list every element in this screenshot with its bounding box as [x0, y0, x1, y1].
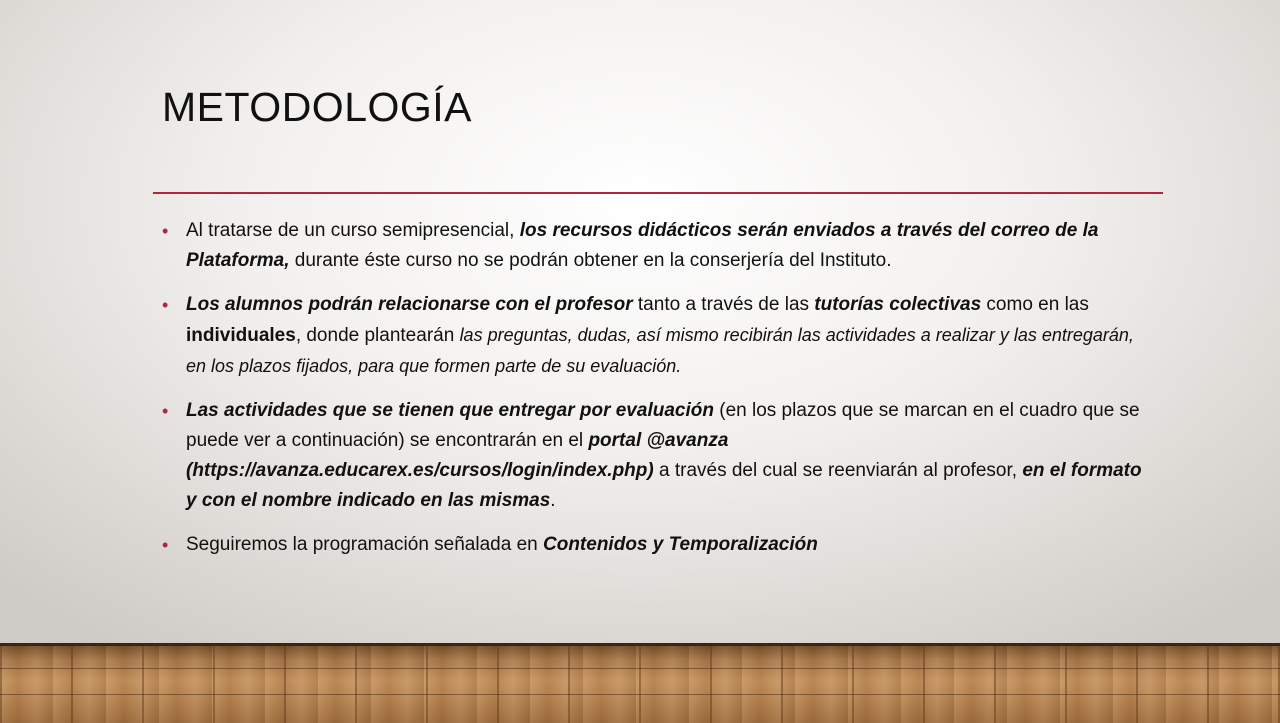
bullet-list — [162, 216, 1142, 574]
text-segment: (en los plazos que se marcan en el cuadro que se puede ver a continuación) se encontrarán en el — [186, 400, 1140, 451]
text-segment: Los alumnos podrán relacionarse con el profesor — [186, 294, 633, 315]
text-segment: los recursos didácticos serán enviados a través del correo de la Plataforma, — [186, 220, 1099, 271]
text-segment: individuales — [186, 325, 296, 346]
title-divider — [153, 192, 1163, 194]
text-segment: . — [550, 490, 556, 511]
text-segment: a través del cual se reenviarán al profesor, — [653, 460, 1023, 481]
text-segment: Contenidos y Temporalización — [543, 534, 818, 555]
bullet-item — [162, 396, 1142, 516]
bullet-item — [162, 216, 1142, 276]
wood-floor-decoration — [0, 643, 1280, 723]
bullet-marker-icon: • — [162, 221, 169, 241]
bullet-item — [162, 530, 1142, 560]
text-segment: las preguntas, dudas, así mismo recibirán las actividades a realizar y las entregarán, en los plazos fijados, para que formen parte de su evaluación. — [186, 325, 1134, 376]
text-segment: durante éste curso no se podrán obtener en la conserjería del Instituto. — [289, 250, 892, 271]
bullet-marker-icon: • — [162, 535, 169, 555]
text-segment: Seguiremos la programación señalada en — [186, 534, 543, 555]
text-segment: tutorías colectivas — [814, 294, 982, 315]
text-segment: como en las — [981, 294, 1089, 315]
portal-link-text: portal @avanza (https://avanza.educarex.es/cursos/login/index.php) — [186, 430, 729, 481]
text-segment: Las actividades que se tienen que entregar por evaluación — [186, 400, 714, 421]
floor-seam — [0, 694, 1280, 695]
text-segment: , donde plantearán — [295, 325, 460, 346]
text-segment: en el formato y con el nombre indicado en las mismas — [186, 460, 1142, 511]
slide-title: METODOLOGÍA — [162, 84, 473, 130]
text-segment: Al tratarse de un curso semipresencial, — [186, 220, 520, 241]
bullet-marker-icon: • — [162, 401, 169, 421]
text-segment: tanto a través de las — [632, 294, 815, 315]
bullet-item — [162, 290, 1142, 382]
bullet-marker-icon: • — [162, 295, 169, 315]
floor-seam — [0, 668, 1280, 669]
